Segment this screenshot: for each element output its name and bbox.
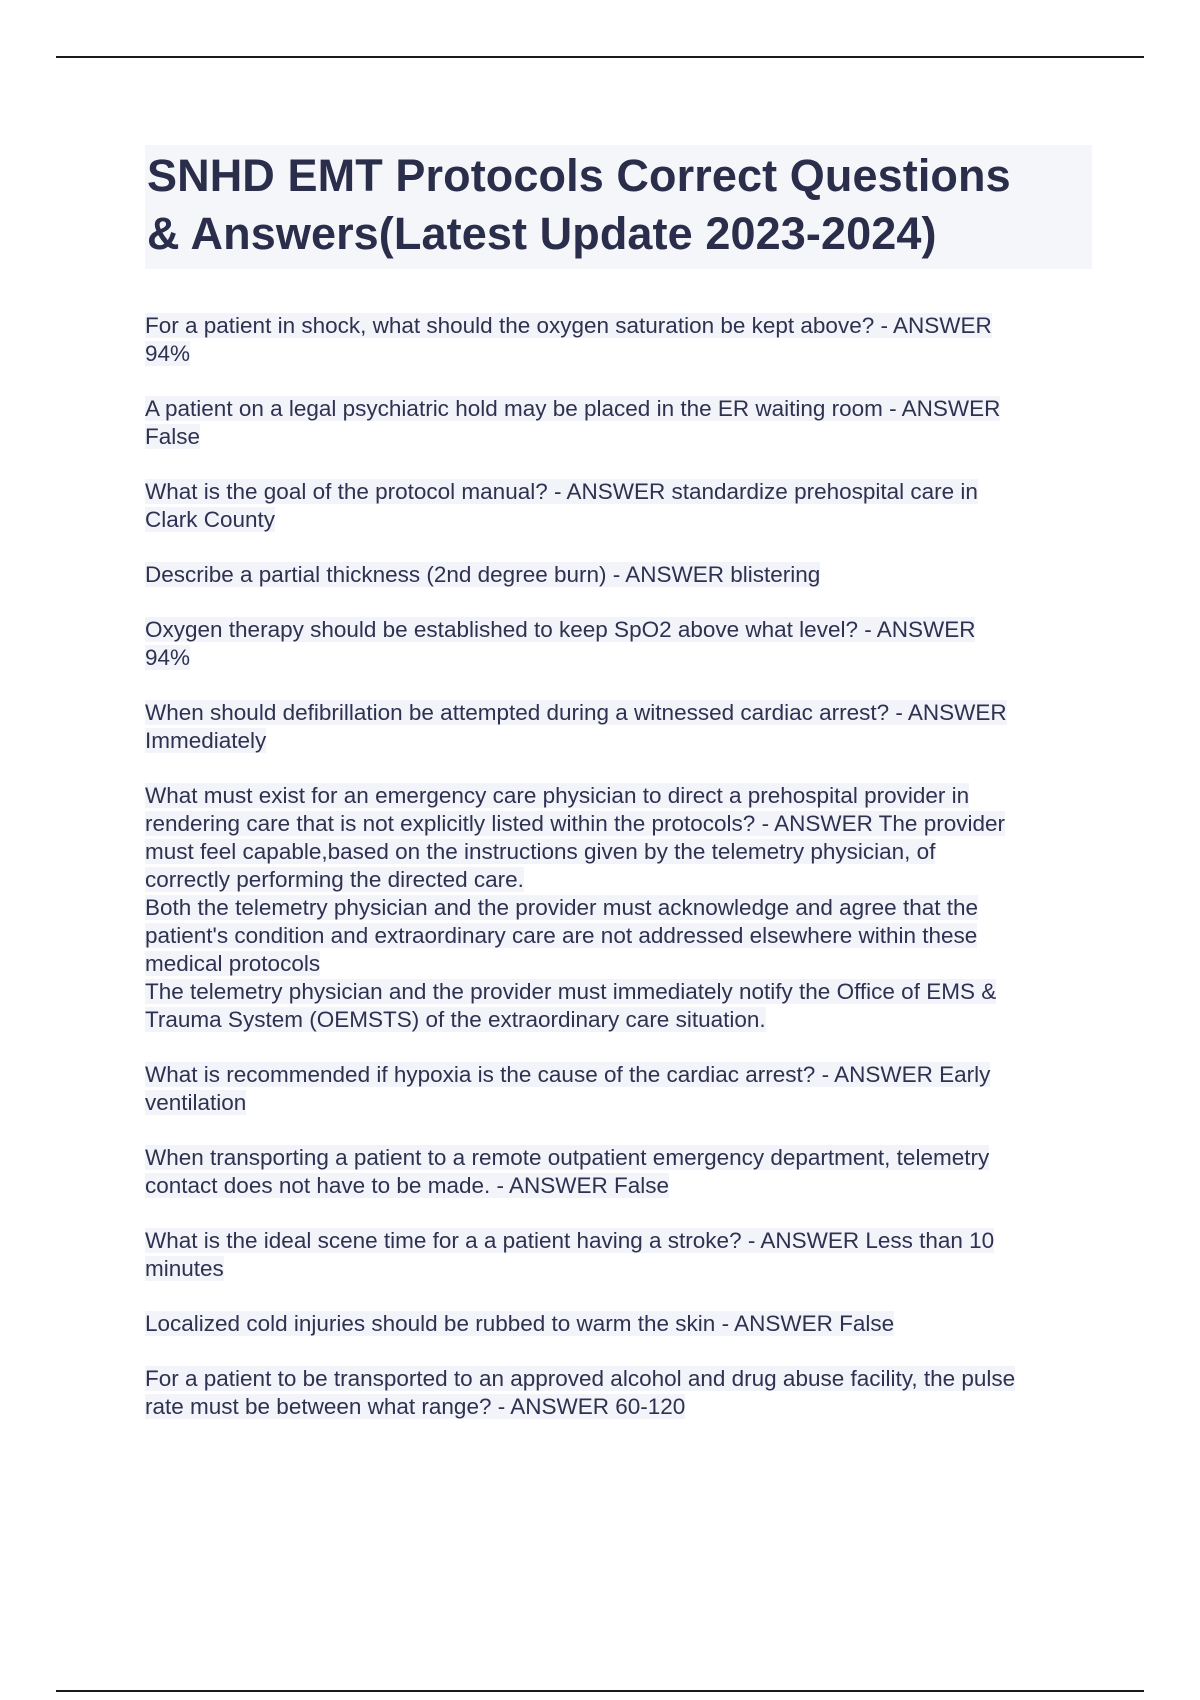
- qa-text-line: ventilation: [145, 1090, 247, 1115]
- qa-text-line: What is the goal of the protocol manual? - ANSWER standardize prehospital care in: [145, 479, 978, 504]
- qa-line: [145, 616, 1090, 644]
- qa-line: [145, 312, 1090, 340]
- qa-line: [145, 478, 1090, 506]
- qa-line: [145, 1061, 1090, 1089]
- title-line-1: SNHD EMT Protocols Correct Questions: [147, 150, 1011, 201]
- qa-line: [145, 1365, 1090, 1393]
- qa-line: [145, 1144, 1090, 1172]
- qa-item: [145, 312, 1090, 368]
- qa-text-line: When transporting a patient to a remote outpatient emergency department, telemetry: [145, 1145, 990, 1170]
- qa-text-line: contact does not have to be made. - ANSWER False: [145, 1173, 670, 1198]
- qa-line: [145, 978, 1090, 1006]
- qa-line: [145, 727, 1090, 755]
- qa-text-line: Localized cold injuries should be rubbed to warm the skin - ANSWER False: [145, 1311, 895, 1336]
- qa-line: [145, 395, 1090, 423]
- qa-text-line: When should defibrillation be attempted during a witnessed cardiac arrest? - ANSWER: [145, 700, 1007, 725]
- qa-line: [145, 1393, 1090, 1421]
- qa-text-line: For a patient in shock, what should the oxygen saturation be kept above? - ANSWER: [145, 313, 992, 338]
- qa-line: [145, 1310, 1090, 1338]
- qa-item: [145, 478, 1090, 534]
- qa-line: [145, 782, 1090, 810]
- qa-item: [145, 395, 1090, 451]
- qa-item: [145, 616, 1090, 672]
- qa-text-line: rate must be between what range? - ANSWER 60-120: [145, 1394, 686, 1419]
- qa-line: [145, 894, 1090, 922]
- qa-text-line: False: [145, 424, 201, 449]
- qa-line: [145, 1006, 1090, 1034]
- qa-text-line: must feel capable,based on the instructions given by the telemetry physician, of: [145, 839, 936, 864]
- qa-line: [145, 922, 1090, 950]
- qa-text-line: Trauma System (OEMSTS) of the extraordinary care situation.: [145, 1007, 766, 1032]
- qa-text-line: 94%: [145, 645, 191, 670]
- qa-text-line: rendering care that is not explicitly listed within the protocols? - ANSWER The provider: [145, 811, 1005, 836]
- qa-text-line: What is recommended if hypoxia is the cause of the cardiac arrest? - ANSWER Early: [145, 1062, 991, 1087]
- qa-text-line: Immediately: [145, 728, 267, 753]
- bottom-rule: [56, 1690, 1144, 1692]
- qa-line: [145, 950, 1090, 978]
- qa-list: [145, 312, 1090, 1448]
- qa-text-line: The telemetry physician and the provider must immediately notify the Office of EMS &: [145, 979, 997, 1004]
- qa-item: [145, 1061, 1090, 1117]
- qa-text-line: For a patient to be transported to an approved alcohol and drug abuse facility, the pulse: [145, 1366, 1016, 1391]
- qa-text-line: correctly performing the directed care.: [145, 867, 524, 892]
- qa-item: [145, 561, 1090, 589]
- qa-text-line: patient's condition and extraordinary care are not addressed elsewhere within these: [145, 923, 978, 948]
- qa-item: [145, 1227, 1090, 1283]
- qa-text-line: Clark County: [145, 507, 276, 532]
- qa-text-line: 94%: [145, 341, 191, 366]
- qa-text-line: Both the telemetry physician and the provider must acknowledge and agree that the: [145, 895, 979, 920]
- page-title: [147, 147, 1090, 263]
- qa-text-line: Oxygen therapy should be established to keep SpO2 above what level? - ANSWER: [145, 617, 976, 642]
- qa-text-line: Describe a partial thickness (2nd degree burn) - ANSWER blistering: [145, 562, 821, 587]
- top-rule: [56, 56, 1144, 58]
- qa-line: [145, 644, 1090, 672]
- title-block: [145, 145, 1092, 269]
- qa-text-line: minutes: [145, 1256, 224, 1281]
- qa-line: [145, 561, 1090, 589]
- qa-line: [145, 838, 1090, 866]
- qa-line: [145, 1172, 1090, 1200]
- qa-line: [145, 1089, 1090, 1117]
- qa-item: [145, 1365, 1090, 1421]
- qa-item: [145, 782, 1090, 1034]
- qa-line: [145, 1255, 1090, 1283]
- qa-line: [145, 866, 1090, 894]
- qa-line: [145, 340, 1090, 368]
- qa-line: [145, 810, 1090, 838]
- qa-item: [145, 699, 1090, 755]
- qa-text-line: medical protocols: [145, 951, 321, 976]
- qa-text-line: What is the ideal scene time for a a patient having a stroke? - ANSWER Less than 10: [145, 1228, 995, 1253]
- qa-item: [145, 1310, 1090, 1338]
- qa-line: [145, 423, 1090, 451]
- qa-text-line: What must exist for an emergency care physician to direct a prehospital provider in: [145, 783, 970, 808]
- qa-line: [145, 1227, 1090, 1255]
- qa-line: [145, 699, 1090, 727]
- qa-item: [145, 1144, 1090, 1200]
- qa-line: [145, 506, 1090, 534]
- title-line-2: & Answers(Latest Update 2023-2024): [147, 208, 937, 259]
- qa-text-line: A patient on a legal psychiatric hold may be placed in the ER waiting room - ANSWER: [145, 396, 1001, 421]
